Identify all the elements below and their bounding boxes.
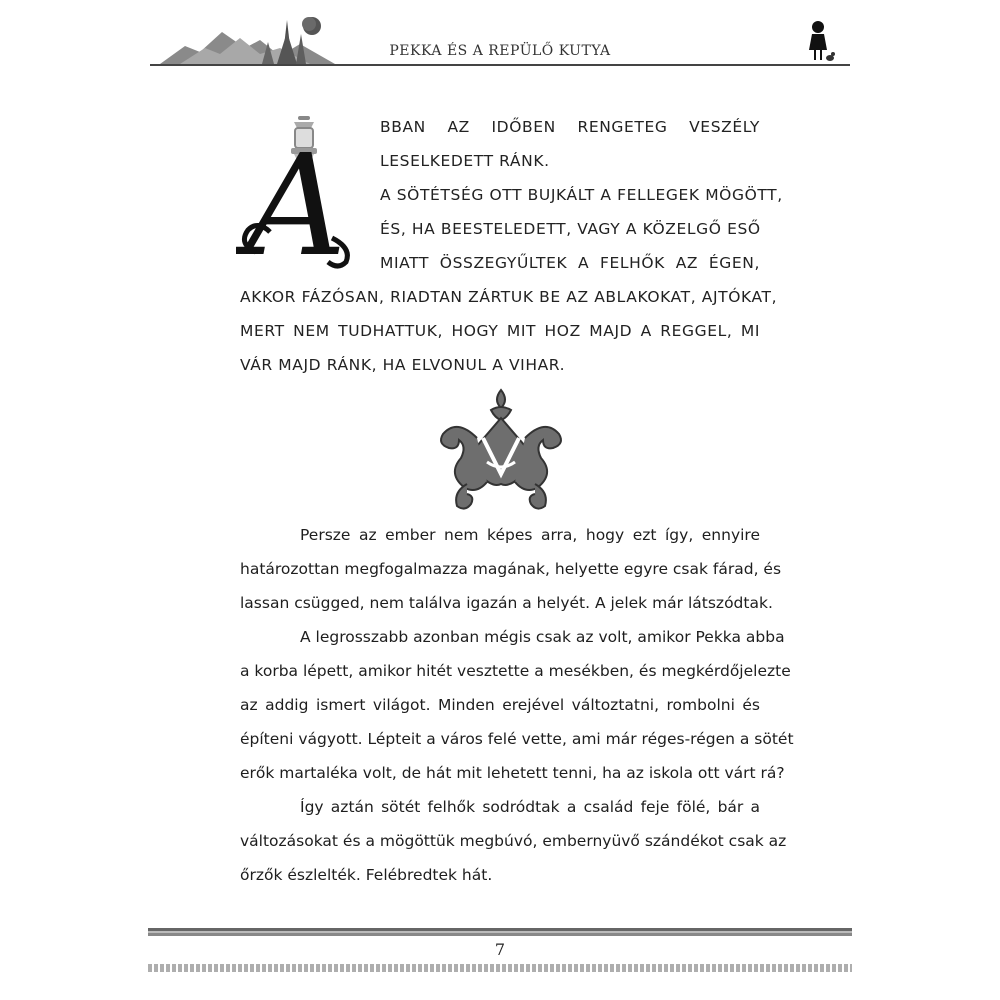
caps-line: MERT NEM TUDHATTUK, HOGY MIT HOZ MAJD A REGGEL, MI bbox=[240, 322, 760, 340]
body-line: határozottan megfogalmazza magának, helyette egyre csak fárad, és bbox=[240, 560, 782, 578]
caps-line: A SÖTÉTSÉG OTT BUJKÁLT A FELLEGEK MÖGÖTT, bbox=[380, 186, 783, 204]
caps-line: LESELKEDETT RÁNK. bbox=[380, 152, 550, 170]
svg-text:A: A bbox=[245, 125, 347, 270]
girl-with-dog-icon bbox=[808, 20, 836, 64]
body-line: az addig ismert világot. Minden erejével változtatni, rombolni és bbox=[240, 696, 760, 714]
running-header-title: PEKKA ÉS A REPÜLŐ KUTYA bbox=[389, 43, 611, 59]
caps-line: AKKOR FÁZÓSAN, RIADTAN ZÁRTUK BE AZ ABLAKOKAT, AJTÓKAT, bbox=[240, 288, 778, 306]
body-line: Így aztán sötét felhők sodródtak a család feje fölé, bár a bbox=[300, 798, 760, 816]
footer-dotted-border bbox=[148, 964, 852, 972]
dropcap bbox=[236, 112, 361, 270]
header-rule bbox=[150, 64, 850, 66]
body-line: erők martaléka volt, de hát mit lehetett tenni, ha az iskola ott várt rá? bbox=[240, 764, 785, 782]
body-line: építeni vágyott. Lépteit a város felé vette, ami már réges-régen a sötét bbox=[240, 730, 794, 748]
body-line: A legrosszabb azonban mégis csak az volt, amikor Pekka abba bbox=[300, 628, 785, 646]
body-line: Persze az ember nem képes arra, hogy ezt így, ennyire bbox=[300, 526, 760, 544]
caps-line: ÉS, HA BEESTELEDETT, VAGY A KÖZELGŐ ESŐ bbox=[380, 220, 761, 238]
caps-line: VÁR MAJD RÁNK, HA ELVONUL A VIHAR. bbox=[240, 356, 566, 374]
body-text bbox=[240, 518, 794, 892]
body-line: őrzők észlelték. Felébredtek hát. bbox=[240, 866, 493, 884]
body-line: változásokat és a mögöttük megbúvó, embernyüvő szándékot csak az bbox=[240, 832, 787, 850]
body-line: lassan csügged, nem találva igazán a helyét. A jelek már látszódtak. bbox=[240, 594, 773, 612]
caps-paragraph-narrow bbox=[380, 110, 783, 280]
caps-line: MIATT ÖSSZEGYŰLTEK A FELHŐK AZ ÉGEN, bbox=[380, 254, 760, 272]
floral-ornament-icon bbox=[437, 388, 565, 516]
page-number: 7 bbox=[494, 940, 506, 959]
mountains-trees-moon-icon bbox=[160, 14, 335, 66]
footer-rule bbox=[148, 928, 852, 936]
caps-paragraph-wide bbox=[240, 280, 778, 382]
body-line: a korba lépett, amikor hitét vesztette a mesékben, és megkérdőjelezte bbox=[240, 662, 791, 680]
caps-line: BBAN AZ IDŐBEN RENGETEG VESZÉLY bbox=[380, 118, 760, 136]
